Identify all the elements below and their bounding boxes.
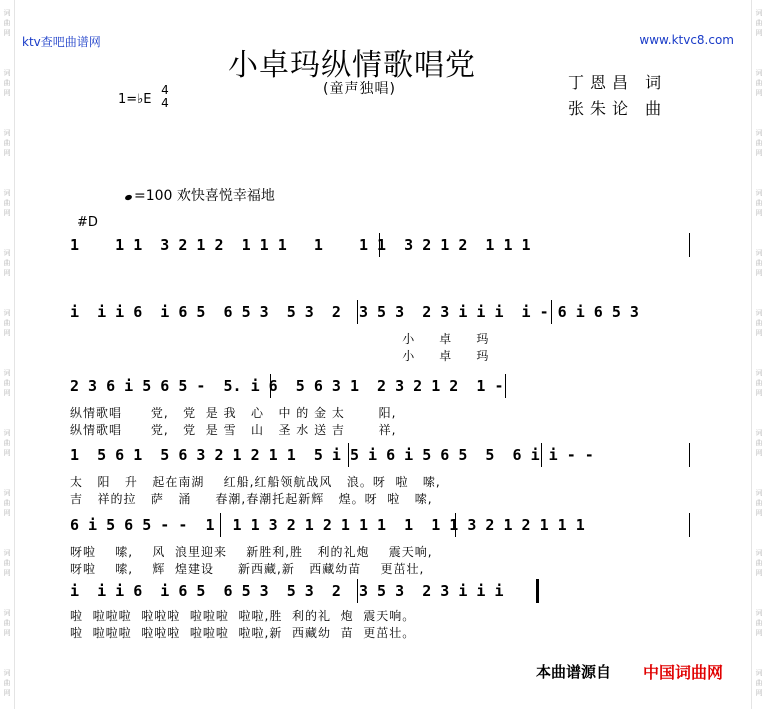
site-link-left[interactable]: ktv查吧曲谱网 — [22, 35, 101, 49]
lyric-line-3a: 纵情歌唱 党, 党 是 我 心 中 的 金 太 阳, — [70, 406, 397, 420]
source-label: 本曲谱源自 — [536, 663, 612, 681]
watermark-text: 词曲网 — [755, 609, 763, 637]
time-signature-bottom: 4 — [161, 96, 169, 110]
watermark-text: 词曲网 — [755, 249, 763, 277]
lyric-line-2b: 小 卓 玛 — [70, 349, 490, 363]
watermark-text: 词曲网 — [3, 129, 11, 157]
notation-line-5: 6 i 5 6 5 - - 1 1 1 3 2 1 2 1 1 1 1 1 1 3 2 1 2 1 1 1 — [70, 516, 585, 534]
watermark-text: 词曲网 — [755, 369, 763, 397]
watermark-text: 词曲网 — [755, 69, 763, 97]
lyric-line-4a: 太 阳 升 起在南湖 红船,红船领航战风 浪。呀 啦 嗦, — [70, 475, 441, 489]
tempo-text: =100 欢快喜悦幸福地 — [134, 188, 275, 204]
tempo-marking — [125, 185, 275, 205]
notation-line-6: i i i 6 i 6 5 6 5 3 5 3 2 3 5 3 2 3 i i i — [70, 582, 504, 600]
watermark-text: 词曲网 — [755, 129, 763, 157]
watermark-text: 词曲网 — [3, 189, 11, 217]
watermark-text: 词曲网 — [755, 669, 763, 697]
watermark-text: 词曲网 — [3, 9, 11, 37]
watermark-text: 词曲网 — [3, 309, 11, 337]
key-signature: 1=♭E — [118, 92, 152, 107]
lyricist-credit: 丁恩昌 词 — [568, 73, 668, 92]
lyric-line-5a: 呀啦 嗦, 风 浪里迎来 新胜利,胜 利的礼炮 震天响, — [70, 545, 433, 559]
watermark-text: 词曲网 — [755, 189, 763, 217]
lyric-line-5b: 呀啦 嗦, 辉 煌建设 新西藏,新 西藏幼苗 更茁壮, — [70, 562, 425, 576]
watermark-text: 词曲网 — [755, 9, 763, 37]
lyric-line-6a: 啦 啦啦啦 啦啦啦 啦啦啦 啦啦,胜 利的礼 炮 震天响。 — [70, 609, 416, 623]
watermark-text: 词曲网 — [3, 489, 11, 517]
watermark-text: 词曲网 — [755, 489, 763, 517]
watermark-text: 词曲网 — [3, 429, 11, 457]
watermark-text: 词曲网 — [3, 609, 11, 637]
time-signature-top: 4 — [161, 83, 169, 97]
watermark-strip-left — [0, 0, 15, 709]
watermark-text: 词曲网 — [755, 549, 763, 577]
site-link-right[interactable]: www.ktvc8.com — [639, 33, 734, 47]
watermark-text: 词曲网 — [3, 69, 11, 97]
watermark-strip-right — [751, 0, 766, 709]
lyric-line-6b: 啦 啦啦啦 啦啦啦 啦啦啦 啦啦,新 西藏幼 苗 更茁壮。 — [70, 626, 416, 640]
watermark-text: 词曲网 — [3, 669, 11, 697]
lyric-line-4b: 吉 祥的拉 萨 涌 春潮,春潮托起新辉 煌。呀 啦 嗦, — [70, 492, 433, 506]
watermark-text: 词曲网 — [3, 369, 11, 397]
lyric-line-3b: 纵情歌唱 党, 党 是 雪 山 圣 水 送 吉 祥, — [70, 423, 397, 437]
song-subtitle: (童声独唱) — [323, 81, 396, 97]
chord-marking: #D — [77, 215, 98, 230]
song-title: 小卓玛纵情歌唱党 — [228, 48, 476, 83]
notation-line-1: 1 1 1 3 2 1 2 1 1 1 1 1 1 3 2 1 2 1 1 1 — [70, 236, 531, 254]
notation-line-2: i i i 6 i 6 5 6 5 3 5 3 2 3 5 3 2 3 i i i i - 6 i 6 5 3 — [70, 303, 639, 321]
watermark-text: 词曲网 — [3, 549, 11, 577]
composer-credit: 张朱论 曲 — [568, 99, 668, 118]
notation-line-3: 2 3 6 i 5 6 5 - 5. i 6 5 6 3 1 2 3 2 1 2 1 - — [70, 377, 504, 395]
lyric-line-2a: 小 卓 玛 — [70, 332, 490, 346]
time-signature — [160, 84, 170, 110]
watermark-text: 词曲网 — [3, 249, 11, 277]
source-site-logo[interactable]: 中国词曲网 — [643, 663, 724, 682]
watermark-text: 词曲网 — [755, 429, 763, 457]
quarter-note-icon — [124, 194, 132, 201]
watermark-text: 词曲网 — [755, 309, 763, 337]
notation-line-4: 1 5 6 1 5 6 3 2 1 2 1 1 5 i 5 i 6 i 5 6 5 5 6 i i - - — [70, 446, 594, 464]
